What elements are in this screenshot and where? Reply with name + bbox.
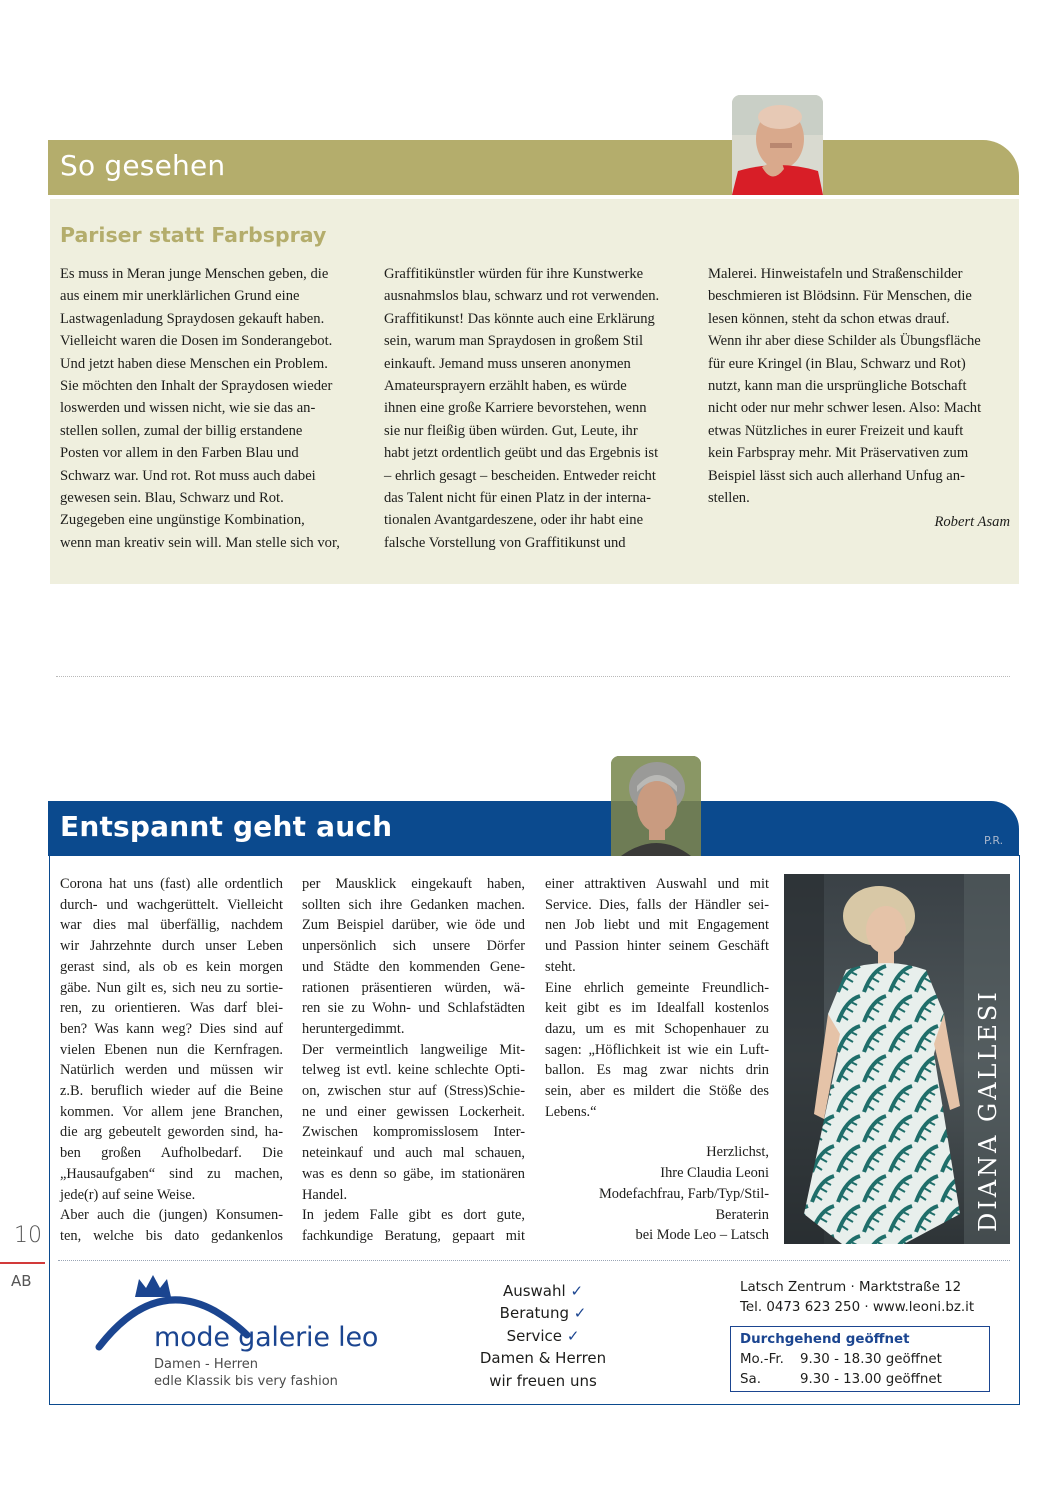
- text-line: per Mausklick eingekauft haben,: [302, 876, 525, 892]
- text-line: ren, zu orientieren. Was darf blei-: [60, 1000, 283, 1017]
- text-line: was es denn so gäbe, im stationären: [302, 1165, 525, 1182]
- text-line: Schwarz war. Und rot. Rot muss auch dabei: [60, 467, 316, 484]
- text-line: Graffitikünstler würden für ihre Kunstwerke: [384, 266, 644, 282]
- text-line: keit gibt es im Idealfall kostenlos: [545, 1000, 769, 1017]
- check-icon: ✓: [570, 1282, 584, 1300]
- check-icon: ✓: [573, 1304, 587, 1323]
- article-author: Robert Asam: [934, 514, 1010, 531]
- section-title: Entspannt geht auch: [60, 810, 393, 843]
- signature-line: Herzlichst,: [706, 1144, 769, 1161]
- text-line: wenn man kreativ sein will. Man stelle sich vor,: [60, 534, 340, 551]
- text-line: sie nur fleißig üben würden. Gut, Leute, ihr: [384, 422, 638, 439]
- text-line: ausnahmslos blau, schwarz und rot verwenden.: [384, 288, 660, 305]
- author-portrait-claudia-leoni: [611, 756, 701, 856]
- signature-block: [545, 1142, 769, 1246]
- text-line: aus einem mir unerklärlichen Grund eine: [60, 288, 300, 305]
- text-line: Sie möchten den Inhalt der Spraydosen wieder: [60, 378, 333, 395]
- text-line: sollten sich ihre Gedanken machen.: [302, 896, 525, 913]
- page-number-rule: [0, 1262, 45, 1264]
- text-line: Aber auch die (jungen) Konsumen-: [60, 1207, 283, 1224]
- text-line: Eine ehrlich gemeinte Freundlich-: [545, 979, 769, 996]
- crown-icon: [135, 1275, 171, 1297]
- article-column-2: [302, 874, 525, 1247]
- text-line: einkauft. Jemand muss unseren anonymen: [384, 355, 631, 372]
- address: Latsch Zentrum · Marktstraße 12: [740, 1280, 962, 1295]
- text-line: – ehrlich gesagt – bescheiden. Entweder reicht: [384, 467, 656, 484]
- text-line: Zugegeben eine ungünstige Kombination,: [60, 512, 305, 529]
- hours-day: Sa.: [740, 1372, 761, 1387]
- logo-name: mode galerie leo: [154, 1322, 379, 1353]
- section-header-so-gesehen: [48, 140, 1019, 195]
- text-line: sein, aber es mildert die Stöße des: [545, 1083, 769, 1100]
- check-icon: ✓: [566, 1326, 580, 1345]
- text-line: Der vermeintlich langweilige Mit-: [302, 1041, 525, 1058]
- text-line: steht.: [545, 958, 576, 975]
- text-line: ren sie zu Wohn- und Schlafstädten: [302, 1000, 525, 1017]
- page-number: 10: [14, 1223, 42, 1248]
- text-line: sein, warum man Spraydosen in großem Stil: [384, 333, 644, 350]
- text-line: habt jetzt ordentlich geübt und das Ergebnis ist: [384, 445, 659, 462]
- text-line: ihnen eine große Karriere bevorstehen, wenn: [384, 400, 647, 417]
- text-line: ballon. Es mag zwar nichts drin: [545, 1062, 769, 1079]
- text-line: tionalen Avantgardeszene, oder ihr habt eine: [384, 512, 644, 529]
- text-line: war dies mal überfällig, nachdem: [60, 917, 283, 934]
- text-line: Zum Beispiel darüber, wie öde und: [302, 917, 525, 934]
- signature-line: Modefachfrau, Farb/Typ/Stil-: [598, 1185, 769, 1202]
- text-line: Wenn ihr aber diese Schilder als Übungsfläche: [708, 333, 981, 350]
- text-line: loswerden und wissen nicht, wie sie das an-: [60, 400, 316, 417]
- text-line: Malerei. Hinweistafeln und Straßenschilder: [708, 266, 963, 282]
- signature-line: Beraterin: [715, 1206, 769, 1223]
- logo-tagline-2: edle Klassik bis very fashion: [154, 1374, 338, 1389]
- signature-line: Ihre Claudia Leoni: [660, 1165, 769, 1182]
- text-line: für eure Kringel (in Blau, Schwarz und Rot): [708, 355, 966, 372]
- text-line: neteinkauf und auch mal schauen,: [302, 1145, 525, 1162]
- text-line: Handel.: [302, 1186, 348, 1203]
- advertorial-tag: P.R.: [984, 834, 1004, 847]
- text-line: gerast sind, als ob es kein morgen: [60, 958, 283, 975]
- feature-item: Auswahl ✓: [502, 1282, 584, 1300]
- article-column-2: [384, 263, 686, 554]
- page-code: AB: [11, 1272, 32, 1290]
- text-line: rationen präsentieren würden, wä-: [302, 979, 525, 996]
- brand-watermark: DIANA GALLESI: [974, 989, 1002, 1232]
- text-line: Amateursprayern erzählt haben, es würde: [384, 378, 627, 395]
- text-line: Service. Dies, falls der Händler sei-: [545, 896, 769, 913]
- ad-divider: [58, 1260, 1010, 1261]
- text-line: die arg gebeutelt geworden sind, ha-: [60, 1124, 283, 1141]
- text-line: fachkundige Beratung, gepaart mit: [302, 1227, 525, 1244]
- text-line: und Städte den kommenden Gene-: [302, 958, 525, 975]
- opening-hours: [730, 1326, 990, 1392]
- text-line: vielen Ebenen nun die Kernfragen.: [60, 1041, 283, 1058]
- text-line: Beispiel lässt sich auch allerhand Unfug an-: [708, 467, 965, 484]
- feature-item: Beratung ✓: [499, 1304, 587, 1323]
- text-line: beschmieren ist Blödsinn. Für Menschen, die: [708, 288, 972, 305]
- text-line: Zwischen kompromisslosem Inter-: [302, 1124, 525, 1141]
- text-line: Natürlich werden und müssen wir: [60, 1062, 283, 1079]
- text-line: jede(r) auf seine Weise.: [60, 1186, 196, 1203]
- article-column-3: [708, 263, 1010, 534]
- text-line: gäbe. Nun gilt es, sich neu zu sortie-: [60, 979, 283, 996]
- text-line: Es muss in Meran junge Menschen geben, die: [60, 266, 329, 282]
- text-line: kommen. Vor allem jene Branchen,: [60, 1103, 283, 1120]
- text-line: dazu, um es mit Schopenhauer zu: [545, 1020, 769, 1037]
- text-line: das Talent nicht für einen Platz in der interna-: [384, 490, 651, 507]
- text-line: ben? Was kann weg? Dies sind auf: [60, 1020, 283, 1037]
- hours-day: Mo.-Fr.: [740, 1352, 784, 1367]
- text-line: ne und einer gewissen Lockerheit.: [302, 1103, 525, 1120]
- text-line: einer attraktiven Auswahl und mit: [545, 876, 769, 892]
- hours-row: [740, 1370, 980, 1390]
- text-line: on, zwischen stur auf (Stress)Schie-: [302, 1083, 525, 1100]
- text-line: durch- und wachgerüttelt. Vielleicht: [60, 896, 283, 913]
- section-title: So gesehen: [60, 149, 226, 182]
- text-line: nen Job liebt und mit Engagement: [545, 917, 769, 934]
- text-line: ten, welche bis dato gedankenlos: [60, 1227, 283, 1244]
- text-line: falsche Vorstellung von Graffitikunst und: [384, 534, 626, 551]
- text-line: nutzt, kann man die ursprüngliche Botschaft: [708, 378, 967, 395]
- hours-title: Durchgehend geöffnet: [740, 1332, 910, 1347]
- section-header-entspannt: [48, 801, 1019, 856]
- hours-time: 9.30 - 18.30 geöffnet: [800, 1352, 942, 1367]
- text-line: etwas Nützliches in eurer Freizeit und kauft: [708, 422, 964, 439]
- text-line: Posten vor allem in den Farben Blau und: [60, 445, 299, 462]
- text-line: nicht oder nur mehr schwer lesen. Also: Macht: [708, 400, 982, 417]
- contact-info: [740, 1278, 974, 1318]
- text-line: Lastwagenladung Spraydosen gekauft haben.: [60, 310, 325, 327]
- text-line: kein Farbspray mehr. Mit Präservativen zum: [708, 445, 969, 462]
- text-line: In jedem Falle gibt es dort gute,: [302, 1207, 525, 1224]
- section-divider: [56, 676, 1010, 677]
- article-column-1: [60, 874, 283, 1247]
- article-box-so-gesehen: [50, 199, 1019, 584]
- text-line: Graffitikunst! Das könnte auch eine Erklärung: [384, 310, 655, 327]
- text-line: telweg ist evtl. keine schlechte Opti-: [302, 1062, 525, 1079]
- text-line: ben großen Aufholbedarf. Die: [60, 1145, 283, 1162]
- text-line: lesen können, steht da schon etwas drauf.: [708, 310, 950, 327]
- article-subtitle: Pariser statt Farbspray: [60, 223, 327, 247]
- text-line: unpersönlich sich unsere Dörfer: [302, 938, 525, 955]
- signature-line: bei Mode Leo – Latsch: [635, 1227, 769, 1244]
- feature-item: Service ✓: [506, 1326, 580, 1345]
- text-line: Lebens.“: [545, 1103, 597, 1120]
- feature-item: wir freuen uns: [489, 1371, 597, 1390]
- text-line: Corona hat uns (fast) alle ordentlich: [60, 876, 283, 892]
- hours-row: [740, 1350, 980, 1370]
- text-line: stellen.: [708, 490, 750, 507]
- text-line: Vielleicht waren die Dosen im Sonderangebot.: [60, 333, 333, 350]
- text-line: stellen sollen, zumal der billig erstandene: [60, 422, 303, 439]
- text-line: heruntergedimmt.: [302, 1020, 405, 1037]
- phone-website: Tel. 0473 623 250 · www.leoni.bz.it: [740, 1300, 975, 1315]
- text-line: wir Jahrzehnte durch unser Leben: [60, 938, 283, 955]
- hours-time: 9.30 - 13.00 geöffnet: [800, 1372, 942, 1387]
- article-column-1: [60, 263, 362, 554]
- logo-tagline-1: Damen - Herren: [154, 1357, 259, 1372]
- author-portrait-robert-asam: [732, 95, 823, 195]
- text-line: sagen: „Höflichkeit ist wie ein Luft-: [545, 1041, 769, 1058]
- feature-item: Damen & Herren: [479, 1349, 607, 1368]
- text-line: „Hausaufgaben“ sind zu machen,: [60, 1165, 283, 1182]
- text-line: und Passion hinter seinem Geschäft: [545, 938, 769, 955]
- ad-features: [458, 1280, 628, 1392]
- text-line: gewesen sein. Blau, Schwarz und Rot.: [60, 490, 284, 507]
- article-column-3: [545, 874, 769, 1246]
- text-line: Und jetzt haben diese Menschen ein Problem.: [60, 355, 328, 372]
- text-line: z.B. beruflich wieder auf die Beine: [60, 1083, 283, 1100]
